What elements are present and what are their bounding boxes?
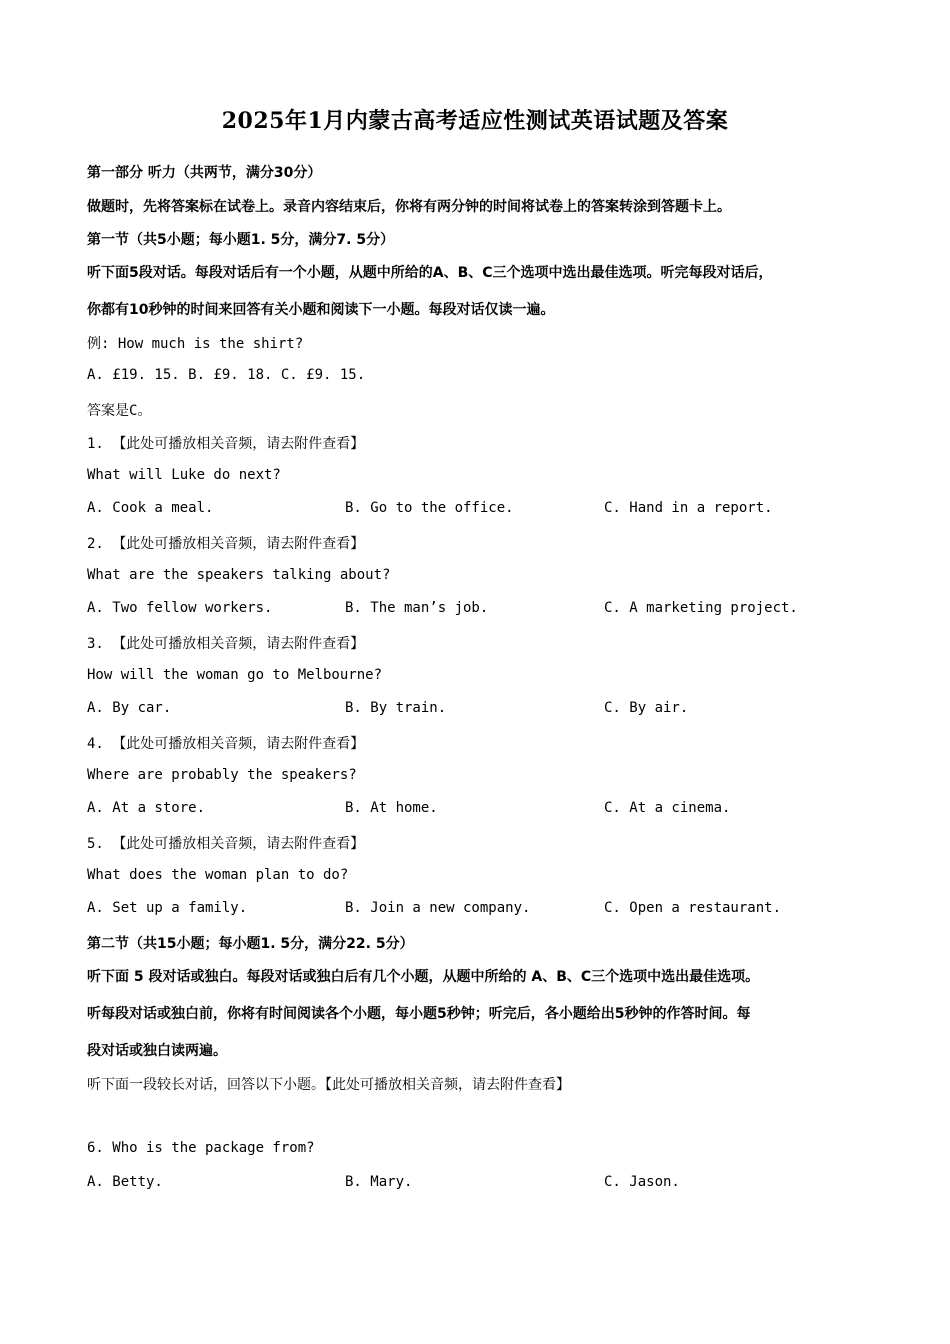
option-a: A. Set up a family. [87, 900, 248, 916]
question-text: 6. Who is the package from? [87, 1140, 315, 1156]
option-a: A. Cook a meal. [87, 500, 214, 516]
option-a: A. Two fellow workers. [87, 600, 273, 616]
section2-intro[interactable]: 听下面一段较长对话，回答以下小题。【此处可播放相关音频，请去附件查看】 [87, 1077, 570, 1093]
option-b: B. Go to the office. [345, 500, 514, 516]
option-b: B. Mary. [345, 1174, 413, 1190]
option-b: B. Join a new company. [345, 900, 531, 916]
option-a: A. By car. [87, 700, 172, 716]
option-b: B. By train. [345, 700, 447, 716]
option-a: A. At a store. [87, 800, 206, 816]
option-c: C. Hand in a report. [604, 500, 773, 516]
option-b: B. The man’s job. [345, 600, 489, 616]
part1-instruction: 做题时，先将答案标在试卷上。录音内容结束后，你将有两分钟的时间将试卷上的答案转涂到答题卡上。 [87, 199, 731, 215]
audio-placeholder[interactable]: 1. 【此处可播放相关音频，请去附件查看】 [87, 436, 365, 452]
question-text: What does the woman plan to do? [87, 867, 349, 883]
section2-instruction-line1: 听下面 5 段对话或独白。每段对话或独白后有几个小题，从题中所给的 A、B、C三个选项中选出最佳选项。 [87, 969, 760, 985]
option-c: C. Jason. [604, 1174, 680, 1190]
option-c: C. By air. [604, 700, 689, 716]
section1-heading: 第一节（共5小题；每小题1. 5分，满分7. 5分） [87, 232, 395, 248]
audio-placeholder[interactable]: 2. 【此处可播放相关音频，请去附件查看】 [87, 536, 365, 552]
page-title: 2025年1月内蒙古高考适应性测试英语试题及答案 [221, 108, 729, 134]
example-options: A. £19. 15. B. £9. 18. C. £9. 15. [87, 367, 366, 383]
section2-instruction-line3: 段对话或独白读两遍。 [87, 1043, 227, 1059]
question-text: What are the speakers talking about? [87, 567, 391, 583]
audio-placeholder[interactable]: 4. 【此处可播放相关音频，请去附件查看】 [87, 736, 365, 752]
option-c: C. Open a restaurant. [604, 900, 782, 916]
option-c: C. A marketing project. [604, 600, 798, 616]
section1-instruction-line2: 你都有10秒钟的时间来回答有关小题和阅读下一小题。每段对话仅读一遍。 [87, 302, 555, 318]
part1-heading: 第一部分 听力（共两节，满分30分） [87, 165, 322, 181]
question-text: Where are probably the speakers? [87, 767, 357, 783]
audio-placeholder[interactable]: 3. 【此处可播放相关音频，请去附件查看】 [87, 636, 365, 652]
section2-heading: 第二节（共15小题；每小题1. 5分，满分22. 5分） [87, 936, 414, 952]
audio-placeholder[interactable]: 5. 【此处可播放相关音频，请去附件查看】 [87, 836, 365, 852]
option-c: C. At a cinema. [604, 800, 731, 816]
section1-instruction-line1: 听下面5段对话。每段对话后有一个小题，从题中所给的A、B、C三个选项中选出最佳选项。听完每段对话后， [87, 265, 773, 281]
section2-instruction-line2: 听每段对话或独白前，你将有时间阅读各个小题，每小题5秒钟；听完后，各小题给出5秒钟的作答时间。每 [87, 1006, 751, 1022]
option-b: B. At home. [345, 800, 438, 816]
question-text: What will Luke do next? [87, 467, 281, 483]
question-text: How will the woman go to Melbourne? [87, 667, 383, 683]
option-a: A. Betty. [87, 1174, 163, 1190]
example-question: 例: How much is the shirt? [87, 336, 304, 352]
example-answer: 答案是C。 [87, 403, 152, 419]
